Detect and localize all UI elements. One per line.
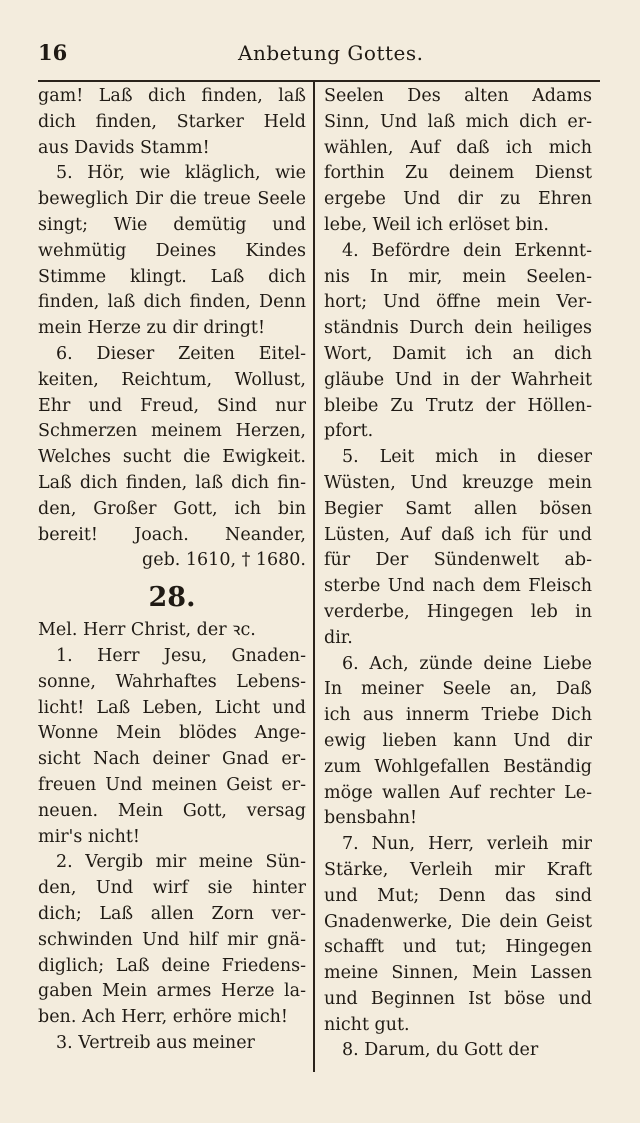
text-line: gam! Laß dich finden, laß bbox=[38, 86, 306, 106]
text-line: Laß dich finden, laß dich fin- bbox=[38, 472, 306, 493]
text-line: Wort, Damit ich an dich bbox=[324, 343, 592, 364]
text-line: schafft und tut; Hingegen bbox=[324, 937, 592, 958]
text-line: 7. Nun, Herr, verleih mir bbox=[342, 834, 592, 855]
text-line: 5. Hör, wie kläglich, wie bbox=[56, 163, 306, 184]
text-line: 8. Darum, du Gott der bbox=[342, 1040, 539, 1061]
text-line: und Beginnen Ist böse und bbox=[324, 988, 592, 1009]
text-line: sterbe Und nach dem Fleisch bbox=[324, 576, 592, 597]
text-line: den, Großer Gott, ich bin bbox=[38, 498, 306, 519]
text-line: gaben Mein armes Herze la- bbox=[38, 981, 306, 1002]
text-line: Sinn, Und laß mich dich er- bbox=[324, 111, 592, 132]
text-line: und Mut; Denn das sind bbox=[324, 885, 592, 906]
text-line: singt; Wie demütig und bbox=[38, 214, 306, 235]
text-line: Begier Samt allen bösen bbox=[324, 498, 592, 519]
text-line: 6. Ach, zünde deine Liebe bbox=[342, 653, 592, 674]
text-line: Seelen Des alten Adams bbox=[324, 86, 592, 106]
text-line: hort; Und öffne mein Ver- bbox=[324, 292, 592, 313]
left-column bbox=[38, 84, 306, 1057]
melody-line: Mel. Herr Christ, der ꝛc. bbox=[38, 620, 256, 641]
text-line: mir's nicht! bbox=[38, 826, 140, 847]
author-attribution: geb. 1610, † 1680. bbox=[142, 550, 306, 571]
text-line: Wonne Mein blödes Ange- bbox=[38, 723, 306, 744]
text-line: den, Und wirf sie hinter bbox=[38, 878, 306, 899]
text-line: Lüsten, Auf daß ich für und bbox=[324, 524, 592, 545]
text-line: pfort. bbox=[324, 421, 374, 442]
text-line: zum Wohlgefallen Beständig bbox=[324, 756, 592, 777]
text-line: Schmerzen meinem Herzen, bbox=[38, 421, 306, 442]
text-line: ich aus innerm Triebe Dich bbox=[324, 705, 592, 726]
text-line: dich; Laß allen Zorn ver- bbox=[38, 903, 306, 924]
text-line: möge wallen Auf rechter Le- bbox=[324, 782, 592, 803]
hymn-number: 28. bbox=[148, 582, 196, 614]
text-line: In meiner Seele an, Daß bbox=[324, 679, 592, 700]
text-line: neuen. Mein Gott, versag bbox=[38, 800, 306, 821]
page-number: 16 bbox=[38, 40, 68, 65]
text-line: gläube Und in der Wahrheit bbox=[324, 369, 592, 390]
text-line: freuen Und meinen Geist er- bbox=[38, 774, 306, 795]
text-line: bensbahn! bbox=[324, 808, 418, 829]
text-line: finden, laß dich finden, Denn bbox=[38, 292, 306, 313]
text-line: 2. Vergib mir meine Sün- bbox=[56, 852, 306, 873]
text-line: sicht Nach deiner Gnad er- bbox=[38, 749, 306, 770]
text-line: dir. bbox=[324, 627, 353, 648]
text-line: bereit! Joach. Neander, bbox=[38, 524, 306, 545]
text-line: schwinden Und hilf mir gnä- bbox=[38, 929, 306, 950]
text-line: keiten, Reichtum, Wollust, bbox=[38, 369, 306, 390]
text-line: wehmütig Deines Kindes bbox=[38, 240, 306, 261]
text-line: ständnis Durch dein heiliges bbox=[324, 318, 592, 339]
text-line: Wüsten, Und kreuzge mein bbox=[324, 472, 592, 493]
text-line: lebe, Weil ich erlöset bin. bbox=[324, 214, 549, 235]
page-header bbox=[38, 40, 598, 74]
text-line: sonne, Wahrhaftes Lebens- bbox=[38, 671, 306, 692]
text-line: 5. Leit mich in dieser bbox=[342, 447, 592, 468]
text-line: licht! Laß Leben, Licht und bbox=[38, 697, 306, 718]
text-line: für Der Sündenwelt ab- bbox=[324, 550, 592, 571]
text-line: 3. Vertreib aus meiner bbox=[56, 1032, 255, 1053]
text-line: nis In mir, mein Seelen- bbox=[324, 266, 592, 287]
text-line: meine Sinnen, Mein Lassen bbox=[324, 963, 592, 984]
text-line: Ehr und Freud, Sind nur bbox=[38, 395, 306, 416]
column-rule bbox=[313, 82, 315, 1072]
text-line: forthin Zu deinem Dienst bbox=[324, 163, 592, 184]
text-line: Stimme klingt. Laß dich bbox=[38, 266, 306, 287]
text-line: ewig lieben kann Und dir bbox=[324, 730, 592, 751]
text-line: ben. Ach Herr, erhöre mich! bbox=[38, 1007, 288, 1028]
text-line: aus Davids Stamm! bbox=[38, 137, 210, 158]
text-line: 4. Befördre dein Erkennt- bbox=[342, 240, 592, 261]
text-line: verderbe, Hingegen leb in bbox=[324, 601, 592, 622]
text-line: mein Herze zu dir dringt! bbox=[38, 318, 265, 339]
text-line: diglich; Laß deine Friedens- bbox=[38, 955, 306, 976]
text-line: 1. Herr Jesu, Gnaden- bbox=[56, 645, 306, 666]
text-line: nicht gut. bbox=[324, 1014, 410, 1035]
header-rule bbox=[38, 80, 600, 82]
text-line: wählen, Auf daß ich mich bbox=[324, 137, 592, 158]
running-head: Anbetung Gottes. bbox=[238, 41, 424, 65]
text-line: 6. Dieser Zeiten Eitel- bbox=[56, 343, 306, 364]
text-line: beweglich Dir die treue Seele bbox=[38, 189, 306, 210]
text-line: Welches sucht die Ewigkeit. bbox=[38, 447, 306, 468]
right-column bbox=[324, 84, 592, 1064]
text-line: Stärke, Verleih mir Kraft bbox=[324, 859, 592, 880]
text-line: ergebe Und dir zu Ehren bbox=[324, 189, 592, 210]
text-line: bleibe Zu Trutz der Höllen- bbox=[324, 395, 592, 416]
text-line: Gnadenwerke, Die dein Geist bbox=[324, 911, 592, 932]
text-line: dich finden, Starker Held bbox=[38, 111, 306, 132]
